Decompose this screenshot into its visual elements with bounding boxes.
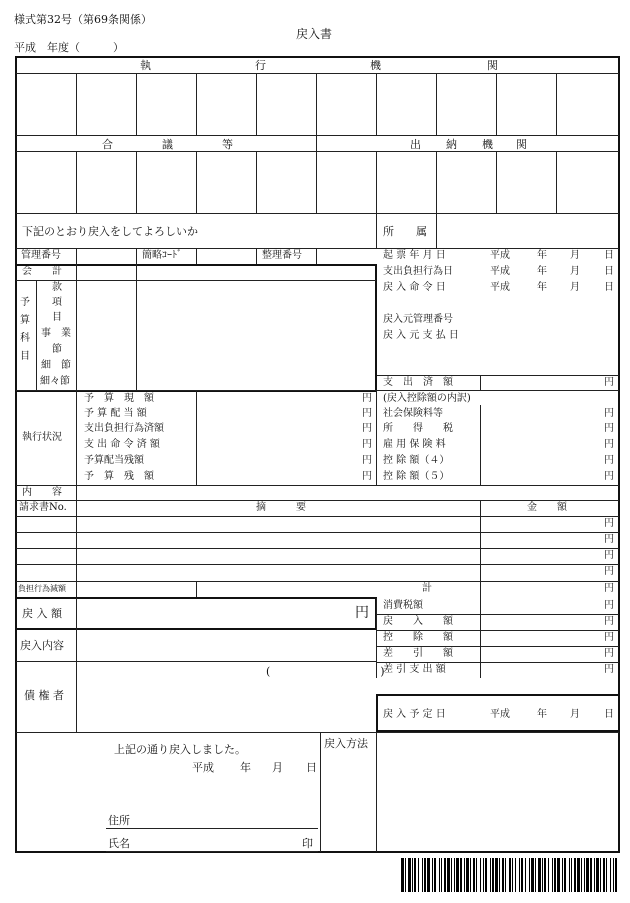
shikko-char-1: 執 [140, 59, 151, 72]
modoiri-gaku-yen: 円 [355, 605, 369, 621]
deduction-row-5: 控 除 額（５） [383, 471, 450, 482]
totals-row-2: 戻 入 額 [383, 616, 453, 627]
deduction-row-3: 雇 用 保 険 料 [383, 439, 446, 450]
shikko-char-4: 関 [487, 59, 498, 72]
futan-zogen-label: 負担行為減額 [18, 584, 66, 593]
budget-item-kan: 款 [52, 282, 62, 293]
deduction-yen-1: 円 [604, 408, 614, 419]
deduction-yen-2: 円 [604, 423, 614, 434]
seikyusho-no-label: 請求書No. [19, 502, 67, 513]
budget-item-ko: 項 [52, 297, 62, 308]
date-row-3-month: 月 [570, 282, 580, 293]
suito-char-3: 機 [482, 138, 493, 151]
yotei-day: 日 [604, 709, 614, 720]
modoiri-hoho-label: 戻入方法 [324, 737, 368, 750]
deduction-yen-4: 円 [604, 455, 614, 466]
shimei-label: 氏名 [108, 837, 130, 850]
jusho-label: 住所 [108, 814, 130, 827]
deduction-yen-5: 円 [604, 471, 614, 482]
totals-row-5: 差 引 支 出 額 [383, 664, 446, 675]
shishutsu-sumi-label: 支 出 済 額 [383, 377, 453, 388]
date-row-2-year: 年 [537, 266, 547, 277]
exec-row-5: 予算配当残額 [84, 455, 144, 466]
yosan-kamoku-1: 予 [20, 297, 30, 308]
barcode-image [401, 858, 617, 892]
budget-item-setsu: 節 [52, 344, 62, 355]
suito-char-4: 関 [516, 138, 527, 151]
detail-yen-2: 円 [604, 534, 614, 545]
exec-row-6: 予 算 残 額 [84, 471, 154, 482]
date-row-1-label: 起 票 年 月 日 [383, 250, 446, 261]
fiscal-year: 平成 年度（ ） [14, 41, 124, 54]
exec-yen-1: 円 [362, 393, 372, 404]
tekiyo-label: 摘 要 [256, 502, 306, 513]
yosan-kamoku-2: 算 [20, 315, 30, 326]
deduction-row-4: 控 除 額（４） [383, 455, 450, 466]
detail-yen-3: 円 [604, 550, 614, 561]
gogi-char-2: 議 [162, 138, 173, 151]
shikko-char-2: 行 [255, 59, 266, 72]
totals-yen-2: 円 [604, 616, 614, 627]
deduction-title: (戻入控除額の内訳) [383, 393, 471, 404]
date-row-3-era: 平成 [490, 282, 510, 293]
totals-yen-3: 円 [604, 632, 614, 643]
budget-item-saisetsu: 細 節 [41, 360, 71, 371]
exec-yen-2: 円 [362, 408, 372, 419]
totals-yen-1: 円 [604, 600, 614, 611]
seiri-bango-label: 整理番号 [262, 250, 302, 261]
naiyo-label: 内 容 [22, 487, 62, 498]
shozoku-label: 所 属 [383, 225, 427, 238]
page-title: 戻入書 [296, 27, 333, 41]
deduction-row-1: 社会保険料等 [383, 408, 443, 419]
in-mark: 印 [302, 837, 313, 850]
date-row-1-day: 日 [604, 250, 614, 261]
date-row-3-label: 戻 入 命 令 日 [383, 282, 446, 293]
yotei-era: 平成 [490, 709, 510, 720]
budget-item-jigyo: 事 業 [41, 328, 71, 339]
totals-row-1: 消費税額 [383, 600, 423, 611]
yotei-month: 月 [570, 709, 580, 720]
form-number: 様式第32号（第69条関係） [14, 13, 152, 26]
modoiri-naiyo-label: 戻入内容 [20, 639, 64, 652]
exec-row-1: 予 算 現 額 [84, 393, 154, 404]
totals-yen-4: 円 [604, 648, 614, 659]
date-row-3-day: 日 [604, 282, 614, 293]
gogi-char-1: 合 [102, 138, 113, 151]
modoiri-gaku-label: 戻 入 額 [22, 607, 62, 620]
deduction-row-2: 所 得 税 [383, 423, 453, 434]
saikensha-label: 債 権 者 [24, 689, 64, 702]
date-row-2-label: 支出負担行為日 [383, 266, 453, 277]
budget-item-moku: 目 [52, 312, 62, 323]
date-row-2-month: 月 [570, 266, 580, 277]
footer-month: 月 [272, 761, 283, 774]
exec-yen-5: 円 [362, 455, 372, 466]
gogi-char-3: 等 [222, 138, 233, 151]
modoiri-kanri-label: 戻入元管理番号 [383, 314, 453, 325]
yotei-label: 戻 入 予 定 日 [383, 709, 446, 720]
yotei-year: 年 [537, 709, 547, 720]
footer-era: 平成 [192, 761, 214, 774]
footer-statement: 上記の通り戻入しました。 [114, 743, 246, 756]
date-row-1-era: 平成 [490, 250, 510, 261]
exec-row-2: 予 算 配 当 額 [84, 408, 147, 419]
saikensha-paren: ( ) [266, 665, 385, 678]
exec-yen-6: 円 [362, 471, 372, 482]
yosan-kamoku-4: 目 [20, 351, 30, 362]
kaikei-label: 会 計 [22, 266, 62, 277]
exec-yen-4: 円 [362, 439, 372, 450]
exec-row-4: 支 出 命 令 済 額 [84, 439, 160, 450]
suito-char-1: 出 [410, 138, 421, 151]
suito-char-2: 納 [446, 138, 457, 151]
date-row-3-year: 年 [537, 282, 547, 293]
modoiri-gaku-box [15, 597, 377, 630]
detail-yen-1: 円 [604, 518, 614, 529]
exec-row-3: 支出負担行為済額 [84, 423, 164, 434]
shikko-char-3: 機 [370, 59, 381, 72]
shishutsu-sumi-yen: 円 [604, 377, 614, 388]
kanri-bango-label: 管理番号 [21, 250, 61, 261]
totals-yen-5: 円 [604, 664, 614, 675]
shikko-jokyo-label: 執行状況 [22, 432, 62, 443]
date-row-2-day: 日 [604, 266, 614, 277]
exec-yen-3: 円 [362, 423, 372, 434]
yosan-kamoku-3: 科 [20, 333, 30, 344]
deduction-yen-3: 円 [604, 439, 614, 450]
detail-yen-4: 円 [604, 566, 614, 577]
totals-row-3: 控 除 額 [383, 632, 453, 643]
footer-year: 年 [240, 761, 251, 774]
detail-yen-total: 円 [604, 583, 614, 594]
request-statement: 下記のとおり戻入をしてよろしいか [22, 225, 198, 238]
totals-row-4: 差 引 額 [383, 648, 453, 659]
kei-label: 計 [422, 583, 432, 594]
date-row-1-year: 年 [537, 250, 547, 261]
date-row-2-era: 平成 [490, 266, 510, 277]
modoiri-shiharai-label: 戻 入 元 支 払 日 [383, 330, 459, 341]
footer-day: 日 [306, 761, 317, 774]
budget-item-saisaisetsu: 細々節 [40, 376, 70, 387]
ryaku-code-label: 簡略ｺｰﾄﾞ [142, 250, 182, 261]
date-row-1-month: 月 [570, 250, 580, 261]
kingaku-label: 金 額 [527, 502, 567, 513]
